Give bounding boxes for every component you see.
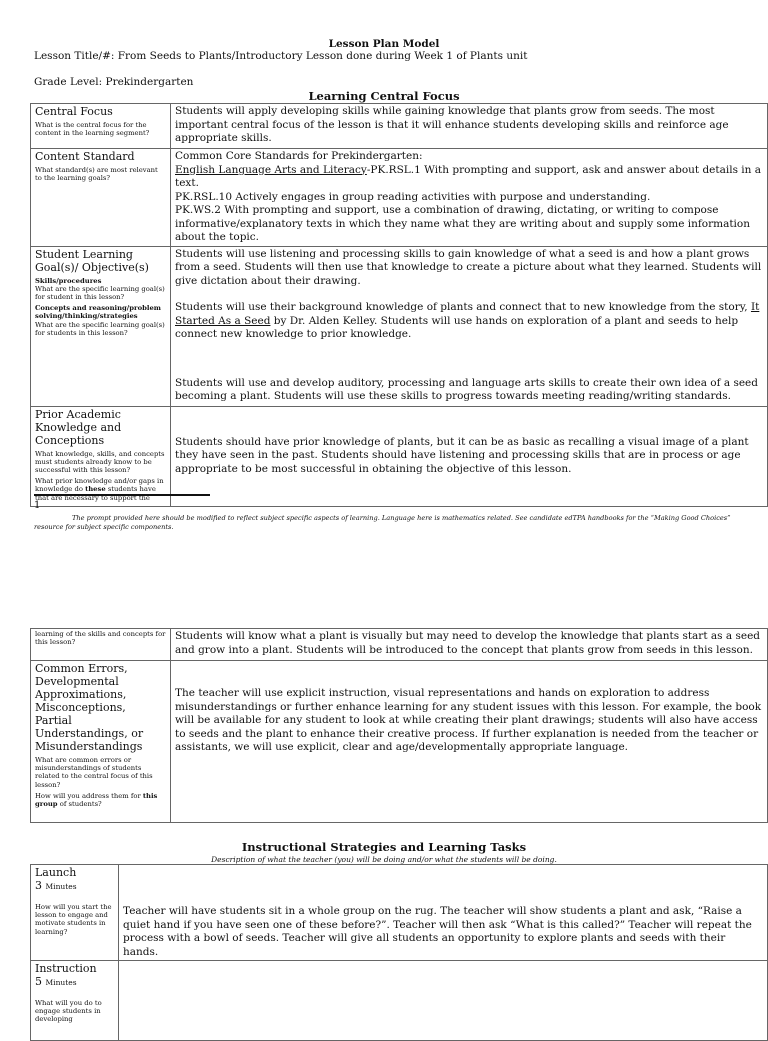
skills-prompt: What are the specific learning goal(s) for student in this lesson? [35, 284, 165, 301]
central-focus-prompt: What is the central focus for the content in the learning segment? [35, 121, 150, 138]
instruction-row [31, 961, 768, 1041]
learning-focus-table [30, 103, 768, 507]
footnote-body: The prompt provided here should be modified to reflect subject specific aspects of learning. Language here is mathematics related. See candidate edTPA handbooks for the “Making Good Choices” resource for subject specific components. [34, 514, 731, 531]
prior-knowledge-continued-row [31, 629, 768, 661]
content-standard-prompt: What standard(s) are most relevant to the learning goals? [35, 166, 158, 183]
goals-paragraph-2-start: Students will use their background knowledge of plants and connect that to new knowledge from the story, [175, 301, 751, 313]
standards-heading: Common Core Standards for Prekindergarten: [175, 150, 423, 162]
prior-knowledge-label-cell [31, 406, 171, 506]
standard-pk-rsl-10: PK.RSL.10 Actively engages in group reading activities with purpose and understanding. [175, 190, 651, 203]
prior-knowledge-prompt-2-c: students have that are necessary to support the [35, 485, 156, 502]
prior-knowledge-prompt-2-a: What prior knowledge and/or gaps in knowledge do [35, 477, 164, 494]
common-errors-prompt-2-bold: this group [35, 791, 158, 809]
skills-heading: Skills/procedures [35, 276, 102, 285]
launch-label: Launch [35, 866, 77, 879]
central-focus-label: Central Focus [35, 105, 113, 118]
prior-continued-label-cell [31, 629, 171, 661]
prior-knowledge-row [31, 406, 768, 506]
strategies-table [30, 864, 768, 1041]
launch-content: Teacher will have students sit in a whole group on the rug. The teacher will show students a plant and ask, “Raise a quiet hand if you have seen one of these before?”. Teacher will then ask “What is this called?” Teacher will repeat the process with a bowl of seeds. Teacher will give all students an opportunity to explore plants and seeds with their hands. [119, 865, 768, 961]
standard-pk-rsl-1: PK.RSL.1 With prompting and support, ask and answer about details in a text. [175, 163, 762, 189]
launch-row [31, 865, 768, 961]
content-standard-content [171, 149, 768, 247]
prior-knowledge-content: Students should have prior knowledge of plants, but it can be as basic as recalling a visual image of a plant they have seen in the past. Students should have listening and processing skills that are in process or age appropriate to be most successful in obtaining the objective of this lesson. [171, 406, 768, 506]
footnote-rule [34, 494, 210, 496]
prior-continued-content: Students will know what a plant is visually but may need to develop the knowledge that plants start as a seed and grow into a plant. Students will be introduced to the concept that plants grow from seeds in this lesson. [171, 629, 768, 661]
ela-underlined: English Language Arts and Literacy [175, 163, 367, 176]
content-standard-label: Content Standard [35, 150, 135, 163]
ela-line: English Language Arts and Literacy-PK.RSL.1 With prompting and support, ask and answer about details in a text. [175, 163, 762, 189]
prior-continued-label: learning of the skills and concepts for this lesson? [35, 630, 166, 647]
strategies-section-title: Instructional Strategies and Learning Tasks [241, 840, 527, 854]
concepts-prompt: What are the specific learning goal(s) for students in this lesson? [35, 320, 165, 337]
common-errors-label-cell [31, 661, 171, 823]
common-errors-label: Common Errors, Developmental Approximations, Misconceptions, Partial Understandings, or Misunderstandings [35, 662, 144, 753]
lesson-title-line: Lesson Title/#: From Seeds to Plants/Introductory Lesson done during Week 1 of Plants unit [34, 50, 528, 62]
instruction-label-cell [31, 961, 119, 1041]
footnote-number: 1 [34, 500, 41, 511]
document-title: Lesson Plan Model [328, 38, 440, 50]
standard-pk-ws-2: PK.WS.2 With prompting and support, use a combination of drawing, dictating, or writing to compose informative/explanatory texts in which they name what they are writing about and supply some information about the topic. [175, 204, 750, 243]
launch-minutes [35, 879, 114, 893]
strategies-subtitle: Description of what the teacher (you) will be doing and/or what the students will be doing. [211, 855, 557, 864]
instruction-minutes-word: Minutes [45, 978, 77, 987]
launch-minutes-number: 3 [35, 879, 42, 892]
book-title: It Started As a Seed [175, 301, 760, 327]
central-focus-row [31, 104, 768, 149]
content-standard-row [31, 149, 768, 247]
concepts-heading: Concepts and reasoning/problem solving/thinking/strategies [35, 304, 161, 321]
learning-goals-label-cell [31, 246, 171, 406]
learning-goals-label: Student Learning Goal(s)/ Objective(s) [35, 247, 149, 274]
content-standard-label-cell [31, 149, 171, 247]
prior-knowledge-prompt-1: What knowledge, skills, and concepts must students already know to be successful with this lesson? [35, 449, 165, 474]
goals-paragraph-1: Students will use listening and processing skills to gain knowledge of what a seed is and how a plant grows from a seed. Students will then use that knowledge to create a picture about what they learned. Students will give dictation about their drawing. [175, 247, 762, 287]
common-errors-prompt-2-c: of students? [57, 800, 102, 809]
instruction-minutes-number: 5 [35, 975, 42, 988]
goals-paragraph-3: Students will use and develop auditory, processing and language arts skills to create their own idea of a seed becoming a plant. Students will use these skills to progress towards meeting reading/writing standards. [175, 376, 758, 402]
prior-knowledge-prompt-2 [35, 477, 166, 502]
central-focus-content: Students will apply developing skills while gaining knowledge that plants grow from seeds. The most important central focus of the lesson is that it will enhance students developing skills and reinforce age appropriate skills. [171, 104, 768, 149]
central-focus-label-cell [31, 104, 171, 149]
instruction-label: Instruction [35, 962, 97, 975]
common-errors-prompt-1: What are common errors or misunderstandings of students related to the central focus of this lesson? [35, 756, 153, 789]
footnote-text [34, 514, 734, 532]
common-errors-row [31, 661, 768, 823]
launch-minutes-word: Minutes [45, 882, 77, 891]
prior-knowledge-label: Prior Academic Knowledge and Conceptions [35, 407, 122, 447]
prior-knowledge-prompt-2-bold: these [85, 485, 106, 494]
grade-level-line: Grade Level: Prekindergarten [34, 76, 194, 88]
common-errors-prompt-2 [35, 792, 166, 808]
goals-paragraph-2-end: by Dr. Alden Kelley. Students will use hands on exploration of a plant and seeds to help connect new knowledge to prior knowledge. [175, 314, 739, 340]
central-focus-section-title: Learning Central Focus [308, 89, 460, 103]
launch-label-cell [31, 865, 119, 961]
launch-prompt: How will you start the lesson to engage and motivate students in learning? [35, 903, 112, 936]
instruction-prompt: What will you do to engage students in developing [35, 999, 102, 1024]
common-errors-prompt-2-a: How will you address them for [35, 791, 143, 800]
learning-goals-row [31, 246, 768, 406]
instruction-minutes [35, 975, 114, 989]
continued-table [30, 628, 768, 823]
common-errors-content: The teacher will use explicit instruction, visual representations and hands on exploration to address misunderstandings or further enhance learning for any student issues with this lesson. For example, the book will be available for any student to look at while creating their plant drawings; students will also have access to seeds and the plant to enhance their creative process. If further explanation is needed from the teacher or assistants, we will use explicit, clear and age/developmentally appropriate language. [171, 661, 768, 823]
goals-paragraph-2 [175, 301, 763, 342]
instruction-content [119, 961, 768, 1041]
learning-goals-content [171, 246, 768, 406]
